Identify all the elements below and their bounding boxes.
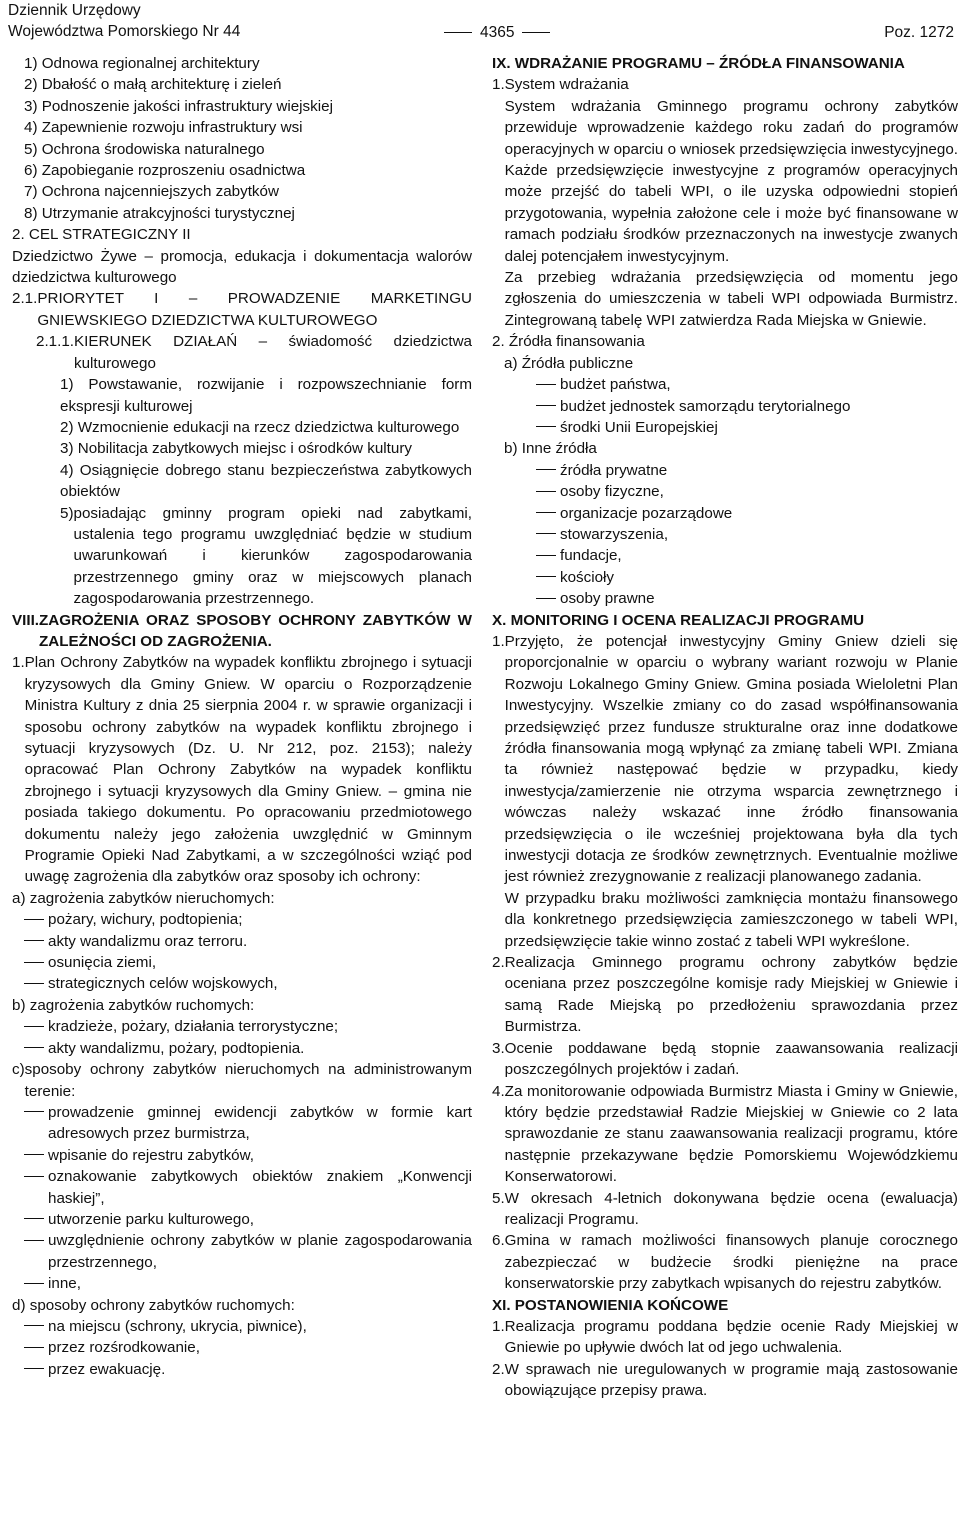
priority-text: PRIORYTET I – PROWADZENIE MARKETINGU GNIEWSKIEGO DZIEDZICTWA KULTUROWEGO xyxy=(37,290,472,329)
dash-item xyxy=(12,1359,472,1380)
dash-text: przez rozśrodkowanie, xyxy=(48,1339,200,1357)
objective-item: 1) Odnowa regionalnej architektury xyxy=(24,55,260,72)
dash-item xyxy=(12,909,472,930)
direction-item: 1) Powstawanie, rozwijanie i rozpowszechnianie form ekspresji kulturowej xyxy=(60,376,472,415)
page-header xyxy=(0,0,960,44)
dash-mark xyxy=(24,952,48,973)
paragraph-text: Przyjęto, że potencjał inwestycyjny Gminy Gniew dzieli się proporcjonalnie w oparciu o wybrany wariant rozwoju w Planie Rozwoju Lokalnego Gminy Gniew. Gmina posiada Wieloletni Plan Inwestycyjny. Wszelkie zmiany co do zasad współfinansowania przedsięwzięć przez fundusze strukturalne oraz inne dodatkowe źródła finansowania mogą wpłynąć za zmianę tabeli WPI. Zmiana ta również następować będzie w przypadku, kiedy inwestycja/zamierzenie nie otrzyma wsparcia zewnętrznego i wówczas należy wskazać inne źródło finansowania przedsięwzięcia o ile wcześniej projektowana była dla tych inwestycji dotacja ze środków zewnętrznych. Eventualnie możliwe jest również zrezygnowanie z realizacji planowanego zadania. xyxy=(504,632,958,886)
direction-item: 4) Osiągnięcie dobrego stanu bezpieczeństwa zabytkowych obiektów xyxy=(60,461,472,501)
monitoring-item xyxy=(492,1188,958,1231)
dash-mark xyxy=(24,973,48,994)
paragraph-text: Za monitorowanie odpowiada Burmistrz Miasta i Gminy w Gniewie, który będzie przedstawiał Radzie Miejskiej w Gniewie co 2 lata sprawozdanie ze stanu zaawansowania realizacji programu, które następnie przekazywane będzie Pomorskiemu Wojewódzkiemu Konserwatorowi. xyxy=(504,1082,958,1186)
section-number: VIII. xyxy=(12,611,40,629)
dash-item xyxy=(492,503,958,524)
dash-item xyxy=(492,545,958,566)
objective-item: 5) Ochrona środowiska naturalnego xyxy=(24,140,265,158)
dash-text: organizacje pozarządowe xyxy=(560,504,733,522)
dash-mark xyxy=(536,481,560,502)
paragraph-number: 1. xyxy=(492,1317,505,1335)
dash-mark xyxy=(536,545,560,566)
threats-movable-label: b) zagrożenia zabytków ruchomych: xyxy=(12,996,255,1014)
paragraph-text: Ocenie poddawane będą stopnie zaawansowania realizacji poszczególnych projektów i zadań. xyxy=(504,1039,958,1079)
section-ix-heading: IX. WDRAŻANIE PROGRAMU – ŹRÓDŁA FINANSOWANIA xyxy=(492,55,905,72)
item-number: 5) xyxy=(60,504,74,522)
dash-mark xyxy=(536,503,560,524)
dash-mark xyxy=(24,1102,48,1145)
dash-text: na miejscu (schrony, ukrycia, piwnice), xyxy=(48,1317,307,1335)
journal-title: Dziennik Urzędowy xyxy=(8,2,141,19)
objective-item: 6) Zapobieganie rozproszeniu osadnictwa xyxy=(24,162,306,180)
dash-mark xyxy=(24,931,48,952)
direction-item-5 xyxy=(60,503,472,610)
dash-mark xyxy=(24,1145,48,1166)
dash-item xyxy=(492,374,958,395)
dash-item xyxy=(12,1273,472,1294)
dash-text: akty wandalizmu oraz terroru. xyxy=(48,932,248,950)
dash-text: budżet państwa, xyxy=(560,376,671,394)
funding-sources-title: 2. Źródła finansowania xyxy=(492,333,645,351)
monitoring-item xyxy=(492,1038,958,1081)
strategic-goal-description: Dziedzictwo Żywe – promocja, edukacja i dokumentacja walorów dziedzictwa kulturowego xyxy=(12,247,472,287)
dash-item xyxy=(492,567,958,588)
monitoring-item xyxy=(492,631,958,952)
paragraph-text: W okresach 4-letnich dokonywana będzie ocena (ewaluacja) realizacji Programu. xyxy=(504,1189,958,1228)
paragraph-number: 2. xyxy=(492,1360,505,1378)
dash-mark xyxy=(24,1038,48,1059)
paragraph-text: W przypadku braku możliwości zamknięcia montażu finansowego dla konkretnego przedsięwzięcia zamieszczonego w tabeli WPI, przedsięwzięcie takie winno zostać z tabeli WPI wykreślone. xyxy=(504,889,958,950)
dash-text: fundacje, xyxy=(560,547,622,565)
paragraph-text: Realizacja Gminnego programu ochrony zabytków będzie oceniana przez poszczególne komisje rady Miejskiej w Gniewie i samą Rade Miejską po przedłożeniu sprawozdania przez Burmistrza. xyxy=(504,954,958,1036)
direction-items xyxy=(12,374,472,609)
dash-text: uwzględnienie ochrony zabytków w planie zagospodarowania przestrzennego, xyxy=(48,1232,472,1271)
section-viii-heading xyxy=(12,610,472,653)
objective-item: 2) Dbałość o małą architekturę i zieleń xyxy=(24,76,282,94)
dash-mark xyxy=(536,588,560,609)
paragraph-text: Gmina w ramach możliwości finansowych planuje corocznego zabezpieczać w budżecie środki pieniężne na prace konserwatorskie przy zabytkach wpisanych do rejestru zabytków. xyxy=(504,1232,958,1293)
direction-text: KIERUNEK DZIAŁAŃ – świadomość dziedzictwa kulturowego xyxy=(74,333,472,372)
dash-text: akty wandalizmu, pożary, podtopienia. xyxy=(48,1039,305,1057)
dash-text: kradzieże, pożary, działania terrorystyczne; xyxy=(48,1018,339,1036)
paragraph-number: 1. xyxy=(492,632,505,650)
left-column xyxy=(12,53,472,1380)
paragraph-number: 5. xyxy=(492,1189,505,1207)
paragraph-number: 3. xyxy=(492,1039,505,1057)
dash-mark xyxy=(536,460,560,481)
monitoring-item xyxy=(492,1081,958,1188)
dash-item xyxy=(492,460,958,481)
dash-text: pożary, wichury, podtopienia; xyxy=(48,911,243,929)
dash-text: środki Unii Europejskiej xyxy=(560,418,718,436)
dash-text: źródła prywatne xyxy=(560,461,668,479)
paragraph-text: Za przebieg wdrażania przedsięwzięcia od momentu jego zgłoszenia do umieszczenia w tabeli WPI odpowiada Burmistrz. Zintegrowaną tabelę WPI zatwierdza Rada Miejska w Gniewie. xyxy=(504,269,958,329)
dash-mark xyxy=(536,396,560,417)
paragraph-text: W sprawach nie uregulowanych w programie mają zastosowanie obowiązujące przepisy prawa. xyxy=(504,1360,958,1400)
dash-text: osunięcia ziemi, xyxy=(48,954,157,972)
paragraph-number: 6. xyxy=(492,1232,505,1250)
dash-text: strategicznych celów wojskowych, xyxy=(48,975,278,993)
section-title: ZAGROŻENIA ORAZ SPOSOBY OCHRONY ZABYTKÓW W ZALEŻNOŚCI OD ZAGROŻENIA. xyxy=(39,611,472,650)
dash-mark xyxy=(24,1337,48,1358)
priority-number: 2.1. xyxy=(12,290,38,308)
journal-issue: Województwa Pomorskiego Nr 44 xyxy=(8,23,241,40)
protection-movable-label: d) sposoby ochrony zabytków ruchomych: xyxy=(12,1296,295,1314)
paragraph-number: 4. xyxy=(492,1082,505,1100)
dash-text: utworzenie parku kulturowego, xyxy=(48,1210,254,1228)
right-column xyxy=(492,53,958,1402)
threats-immovable-label: a) zagrożenia zabytków nieruchomych: xyxy=(12,889,275,907)
direction-number: 2.1.1. xyxy=(36,333,74,351)
paragraph-text: Każde przedsięwzięcie inwestycyjne z programów operacyjnych może przejść do tabeli WPI, o ile uzyska odpowiedni stopień przygotowania, wypełnia założone cele i może być finansowane w ramach podziału środków przeznaczonych na inwestycje zwanych dalej potencjałem inwestycyjnym. xyxy=(504,162,958,265)
monitoring-item xyxy=(492,952,958,1038)
paragraph-number: 1. xyxy=(492,76,505,94)
dash-text: przez ewakuację. xyxy=(48,1360,166,1378)
dash-mark xyxy=(24,1273,48,1294)
page-number-dash-left xyxy=(444,32,472,33)
dash-mark xyxy=(24,909,48,930)
dash-item xyxy=(12,952,472,973)
final-provision xyxy=(492,1359,958,1402)
direction-heading xyxy=(12,331,472,374)
dash-text: inne, xyxy=(48,1275,81,1293)
subsection-title: System wdrażania xyxy=(504,76,629,94)
implementation-system xyxy=(492,74,958,331)
page-number-dash-right xyxy=(522,32,550,33)
item-letter: c) xyxy=(12,1061,25,1079)
objective-item: 8) Utrzymanie atrakcyjności turystycznej xyxy=(24,204,295,222)
dash-mark xyxy=(24,1016,48,1037)
monitoring-item xyxy=(492,1230,958,1294)
public-sources-label: a) Źródła publiczne xyxy=(504,354,634,372)
dash-text: prowadzenie gminnej ewidencji zabytków w formie kart adresowych przez burmistrza, xyxy=(48,1103,472,1143)
dash-mark xyxy=(24,1166,48,1209)
direction-item: 2) Wzmocnienie edukacji na rzecz dziedzictwa kulturowego xyxy=(60,418,460,436)
dash-mark xyxy=(24,1316,48,1337)
objective-item: 7) Ochrona najcenniejszych zabytków xyxy=(24,183,279,201)
dash-item xyxy=(12,1230,472,1273)
monitoring-item-body xyxy=(505,631,958,952)
dash-item xyxy=(12,931,472,952)
position-number: Poz. 1272 xyxy=(884,24,954,41)
page-number: 4365 xyxy=(480,24,515,41)
dash-mark xyxy=(24,1230,48,1273)
dash-item xyxy=(12,1102,472,1145)
dash-item xyxy=(492,417,958,438)
dash-text: kościoły xyxy=(560,568,615,586)
dash-mark xyxy=(24,1209,48,1230)
dash-item xyxy=(492,396,958,417)
dash-mark xyxy=(24,1359,48,1380)
paragraph-number: 1. xyxy=(12,654,25,672)
strategic-goal-heading: 2. CEL STRATEGICZNY II xyxy=(12,226,191,244)
paragraph-text: Plan Ochrony Zabytków na wypadek konfliktu zbrojnego i sytuacji kryzysowych dla Gminy Gniew. W oparciu o Rozporządzenie Ministra Kultury z dnia 25 sierpnia 2004 r. w sprawie organizacji i sposobu ochrony zabytków na wypadek konfliktu zbrojnego i sytuacji kryzysowych (Dz. U. Nr 212, poz. 2153); należy opracować Plan Ochrony Zabytków na wypadek konfliktu zbrojnego i sytuacji kryzysowych dla Gminy Gniew. – gmina nie posiada takiego dokumentu. Po opracowaniu przedmiotowego dokumentu należy jego założenia uwzględnić w Gminnym Programie Opieki Nad Zabytkami, a w szczególności wziąć pod uwagę zagrożenia dla zabytków oraz sposoby ich ochrony: xyxy=(24,654,472,886)
dash-text: budżet jednostek samorządu terytorialnego xyxy=(560,397,851,415)
item-text: posiadając gminny program opieki nad zabytkami, ustalenia tego programu uwzględniać będzie w studium uwarunkowań i kierunków zagospodarowania przestrzennego gminy oraz w miejscowych planach zagospodarowania przestrzennego. xyxy=(73,504,472,608)
section-xi-heading: XI. POSTANOWIENIA KOŃCOWE xyxy=(492,1296,729,1314)
paragraph-text: Realizacja programu poddana będzie ocenie Rady Miejskiej w Gniewie po upływie dwóch lat od jego uchwalenia. xyxy=(504,1317,958,1357)
dash-item xyxy=(12,1016,472,1037)
objective-item: 4) Zapewnienie rozwoju infrastruktury wsi xyxy=(24,119,303,137)
objective-item: 3) Podnoszenie jakości infrastruktury wiejskiej xyxy=(24,97,333,115)
journal-info xyxy=(8,0,240,42)
dash-mark xyxy=(536,567,560,588)
dash-text: wpisanie do rejestru zabytków, xyxy=(48,1146,254,1164)
dash-item xyxy=(12,1209,472,1230)
dash-text: osoby prawne xyxy=(560,590,655,608)
dash-text: stowarzyszenia, xyxy=(560,525,669,543)
dash-item xyxy=(12,1166,472,1209)
paragraph-number: 2. xyxy=(492,954,505,972)
dash-item xyxy=(12,973,472,994)
section-x-heading: X. MONITORING I OCENA REALIZACJI PROGRAMU xyxy=(492,611,865,629)
protection-plan-paragraph xyxy=(12,652,472,887)
priority-heading xyxy=(12,288,472,331)
dash-mark xyxy=(536,374,560,395)
dash-text: osoby fizyczne, xyxy=(560,483,664,501)
dash-item xyxy=(492,481,958,502)
dash-mark xyxy=(536,417,560,438)
dash-mark xyxy=(536,524,560,545)
dash-item xyxy=(12,1145,472,1166)
page-number-block xyxy=(436,22,558,43)
dash-item xyxy=(12,1316,472,1337)
dash-text: oznakowanie zabytkowych obiektów znakiem „Konwencji haskiej”, xyxy=(48,1168,472,1207)
dash-item xyxy=(492,524,958,545)
dash-item xyxy=(12,1038,472,1059)
direction-item: 3) Nobilitacja zabytkowych miejsc i ośrodków kultury xyxy=(60,440,412,458)
dash-item xyxy=(12,1337,472,1358)
item-text: sposoby ochrony zabytków nieruchomych na administrowanym terenie: xyxy=(24,1061,472,1100)
dash-item xyxy=(492,588,958,609)
implementation-system-body xyxy=(505,74,958,331)
final-provision xyxy=(492,1316,958,1359)
paragraph-text: System wdrażania Gminnego programu ochrony zabytków przewiduje wprowadzenie każdego roku zadań do programów operacyjnych w oparciu o wniosek przedsięwzięcia inwestycyjnego. xyxy=(504,97,958,158)
protection-immovable-label xyxy=(12,1059,472,1102)
other-sources-label: b) Inne źródła xyxy=(504,440,597,458)
